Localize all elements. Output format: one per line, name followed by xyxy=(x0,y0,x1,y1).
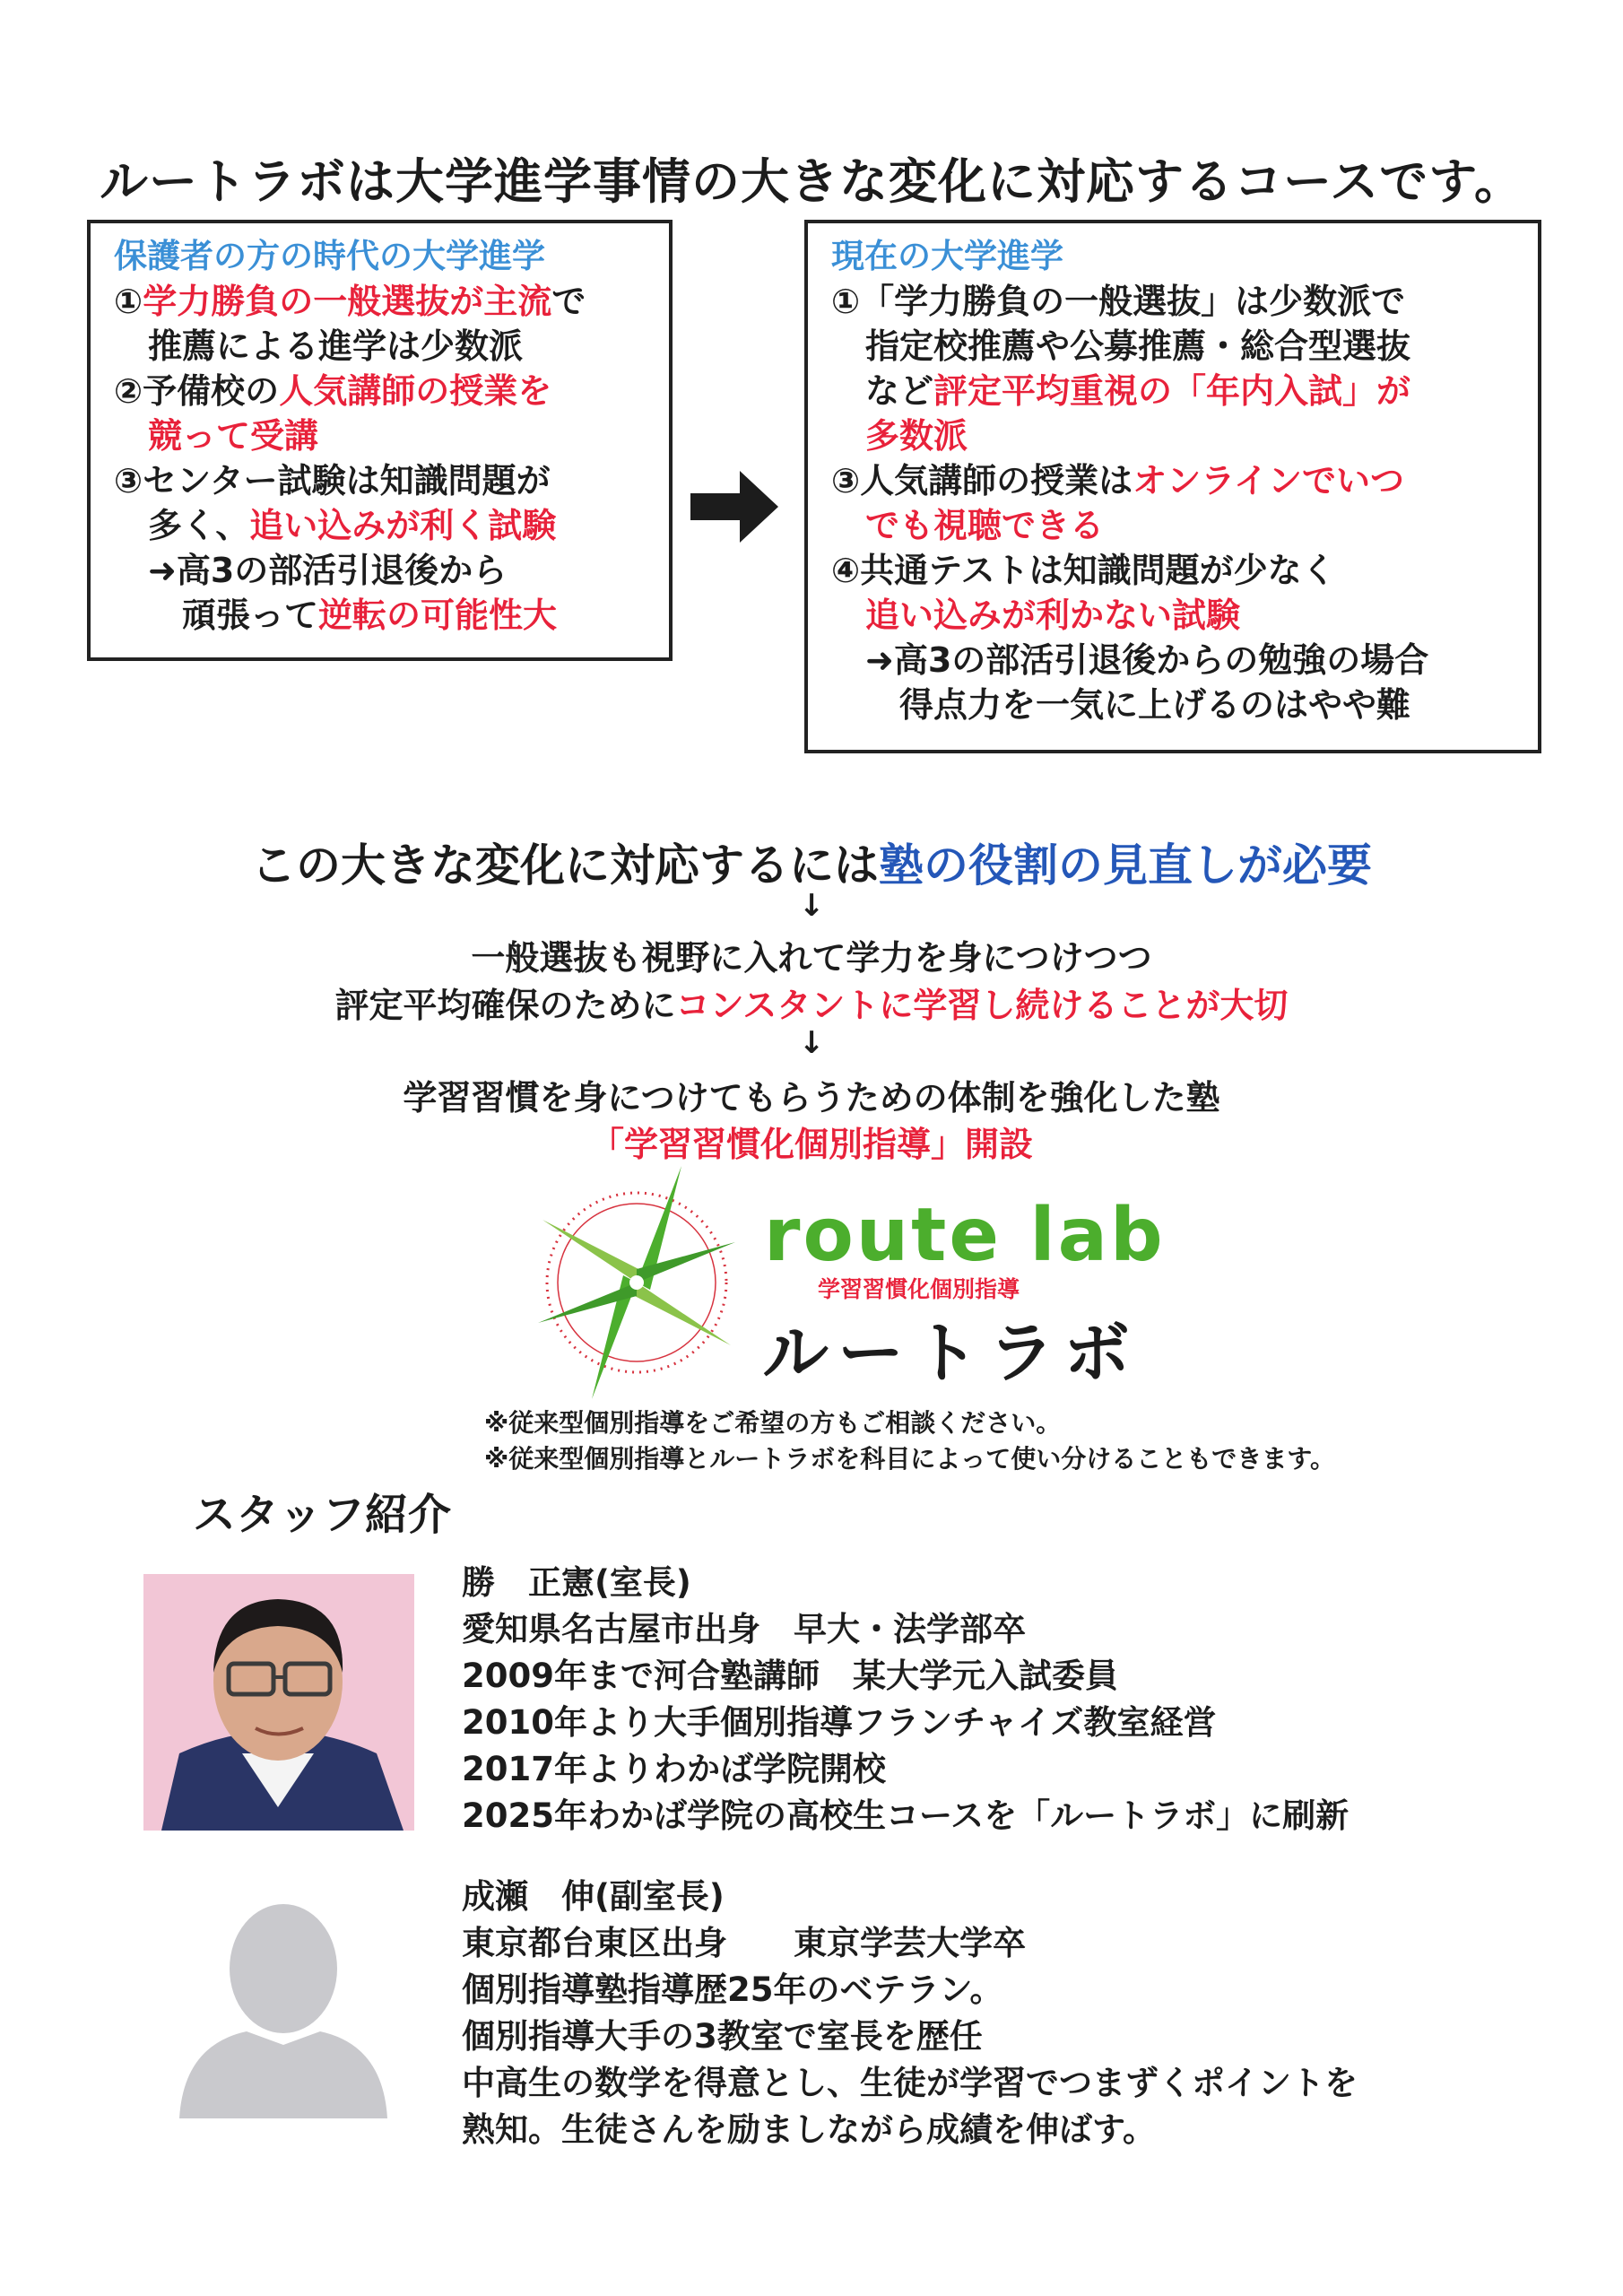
staff-2-line-3: 個別指導大手の3教室で室長を歴任 xyxy=(462,2017,983,2056)
present-box-line xyxy=(831,593,1240,638)
staff-2-name: 成瀬 伸(副室長) xyxy=(462,1877,725,1916)
flow-headline-text: この大きな変化に対応するには xyxy=(251,839,879,891)
present-box-line xyxy=(831,279,1405,324)
past-admissions-box xyxy=(87,220,673,661)
flow-line-3-text: 評定平均確保のために xyxy=(334,986,676,1025)
flow-headline xyxy=(0,830,1623,894)
staff-1-line-3: 2010年より大手個別指導フランチャイズ教室経営 xyxy=(462,1703,1217,1742)
flow-line-3-emphasis: コンスタントに学習し続けることが大切 xyxy=(675,986,1289,1025)
past-box-line xyxy=(114,413,318,458)
note-1: ※従来型個別指導をご希望の方もご相談ください。 xyxy=(484,1408,1062,1438)
flow-line-5: 「学習習慣化個別指導」開設 xyxy=(589,1125,1033,1164)
past-box-heading: 保護者の方の時代の大学進学 xyxy=(114,237,545,275)
line-segment: 人気講師の授業を xyxy=(279,371,552,411)
past-box-line xyxy=(114,548,507,593)
present-box-line xyxy=(831,413,968,458)
flow-line-2: 一般選抜も視野に入れて学力を身につけつつ xyxy=(471,938,1152,978)
line-segment: ④共通テストは知識問題が少なく xyxy=(831,551,1336,590)
line-segment: 評定平均重視の「年内入試」が xyxy=(933,371,1411,411)
present-admissions-box xyxy=(804,220,1541,753)
present-box-line xyxy=(831,638,1428,683)
staff-photo-2-placeholder xyxy=(166,1883,401,2118)
logo-subtitle: 学習習慣化個別指導 xyxy=(818,1276,1020,1302)
staff-2-line-1: 東京都台東区出身 東京学芸大学卒 xyxy=(462,1924,1026,1962)
line-segment: ③人気講師の授業は xyxy=(831,461,1133,500)
line-segment: 逆転の可能性大 xyxy=(318,596,558,635)
line-segment: 学力勝負の一般選抜が主流 xyxy=(143,282,552,321)
past-box-line xyxy=(114,369,551,413)
past-box-line xyxy=(114,593,557,638)
line-segment: 得点力を一気に上げるのはやや難 xyxy=(831,685,1411,725)
past-box-line xyxy=(114,324,523,369)
compass-star-logo-icon xyxy=(538,1166,735,1399)
down-arrow-icon: ↓ xyxy=(798,888,825,924)
line-segment: など xyxy=(831,371,934,411)
present-box-line xyxy=(831,369,1410,413)
flow-line-4: 学習習慣を身につけてもらうための体制を強化した塾 xyxy=(403,1078,1220,1118)
logo-wordmark: route lab xyxy=(764,1193,1166,1278)
staff-1-name: 勝 正憲(室長) xyxy=(462,1563,691,1602)
right-arrow-icon xyxy=(690,466,780,547)
line-segment: で xyxy=(551,282,586,321)
line-segment: 多数派 xyxy=(831,416,968,456)
logo-kana: ルートラボ xyxy=(762,1315,1139,1392)
past-box-line xyxy=(114,503,556,548)
line-segment: 頑張って xyxy=(114,596,319,635)
line-segment: 指定校推薦や公募推薦・総合型選抜 xyxy=(831,326,1411,366)
note-2: ※従来型個別指導とルートラボを科目によって使い分けることもできます。 xyxy=(484,1444,1335,1474)
staff-1-line-4: 2017年よりわかば学院開校 xyxy=(462,1750,886,1788)
present-box-line xyxy=(831,683,1410,727)
past-box-line xyxy=(114,279,586,324)
past-box-line xyxy=(114,458,551,503)
line-segment: 競って受講 xyxy=(114,416,319,456)
line-segment: ①「学力勝負の一般選抜」は少数派で xyxy=(831,282,1406,321)
present-box-line xyxy=(831,324,1410,369)
down-arrow-icon-2: ↓ xyxy=(798,1025,825,1061)
line-segment: 追い込みが利かない試験 xyxy=(831,596,1241,635)
staff-2-line-4: 中高生の数学を得意とし、生徒が学習でつまずくポイントを xyxy=(462,2064,1358,2102)
line-segment: 推薦による進学は少数派 xyxy=(114,326,524,366)
line-segment: オンラインでいつ xyxy=(1133,461,1405,500)
present-box-line xyxy=(831,548,1336,593)
line-segment: 追い込みが利く試験 xyxy=(249,506,557,545)
line-segment: ③センター試験は知識問題が xyxy=(114,461,551,500)
line-segment: ➜高3の部活引退後からの勉強の場合 xyxy=(831,640,1429,680)
staff-1-line-5: 2025年わかば学院の高校生コースを「ルートラボ」に刷新 xyxy=(462,1796,1350,1835)
present-box-line xyxy=(831,503,1104,548)
staff-2-line-5: 熟知。生徒さんを励ましながら成績を伸ばす。 xyxy=(462,2110,1157,2149)
staff-heading: スタッフ紹介 xyxy=(193,1490,452,1540)
line-segment: ① xyxy=(114,282,143,321)
staff-photo-1 xyxy=(143,1574,414,1831)
line-segment: 多く、 xyxy=(114,506,250,545)
present-box-line xyxy=(831,458,1404,503)
flow-headline-emphasis: 塾の役割の見直しが必要 xyxy=(879,839,1372,891)
line-segment: ➜高3の部活引退後から xyxy=(114,551,508,590)
present-box-heading: 現在の大学進学 xyxy=(831,237,1063,275)
flow-line-3 xyxy=(0,978,1623,1027)
staff-2-line-2: 個別指導塾指導歴25年のベテラン。 xyxy=(462,1970,1003,2009)
staff-1-line-2: 2009年まで河合塾講師 某大学元入試委員 xyxy=(462,1657,1118,1695)
line-segment: でも視聴できる xyxy=(831,506,1105,545)
line-segment: ②予備校の xyxy=(114,371,280,411)
page-title: ルートラボは大学進学事情の大きな変化に対応するコースです。 xyxy=(100,153,1523,210)
staff-1-line-1: 愛知県名古屋市出身 早大・法学部卒 xyxy=(462,1610,1026,1648)
